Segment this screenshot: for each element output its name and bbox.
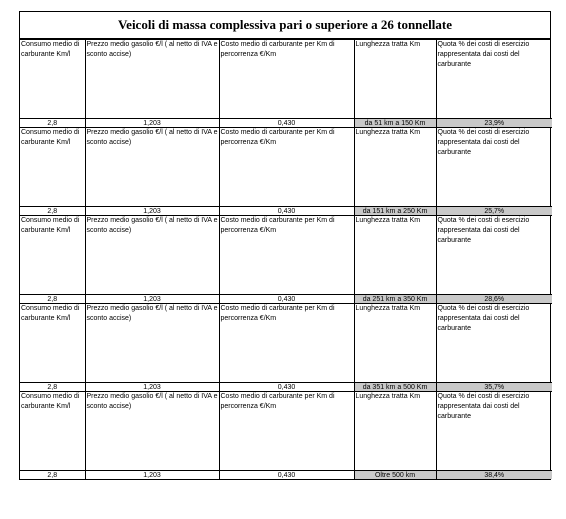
consumo-value: 2,8 xyxy=(20,383,85,392)
consumo-value: 2,8 xyxy=(20,119,85,128)
fuel-cost-sheet xyxy=(19,11,551,480)
header-row xyxy=(20,392,552,471)
costo-value: 0,430 xyxy=(219,383,354,392)
consumo-value: 2,8 xyxy=(20,295,85,304)
table-row xyxy=(20,295,552,304)
tratta-value: da 151 km a 250 Km xyxy=(354,207,436,216)
consumo-header: Consumo medio di carburante Km/l xyxy=(20,40,85,119)
quota-value: 25,7% xyxy=(436,207,552,216)
table-row xyxy=(20,207,552,216)
costo-header: Costo medio di carburante per Km di percorrenza €/Km xyxy=(219,128,354,207)
tratta-value: da 351 km a 500 Km xyxy=(354,383,436,392)
table-row xyxy=(20,119,552,128)
quota-value: 28,6% xyxy=(436,295,552,304)
table-row xyxy=(20,471,552,480)
costo-header: Costo medio di carburante per Km di percorrenza €/Km xyxy=(219,216,354,295)
prezzo-header: Prezzo medio gasolio €/l ( al netto di IVA e sconto accise) xyxy=(85,216,219,295)
costo-header: Costo medio di carburante per Km di percorrenza €/Km xyxy=(219,392,354,471)
lunghezza-header: Lunghezza tratta Km xyxy=(354,216,436,295)
sheet-title: Veicoli di massa complessiva pari o superiore a 26 tonnellate xyxy=(20,12,550,40)
costo-value: 0,430 xyxy=(219,471,354,480)
consumo-header: Consumo medio di carburante Km/l xyxy=(20,304,85,383)
prezzo-header: Prezzo medio gasolio €/l ( al netto di IVA e sconto accise) xyxy=(85,128,219,207)
prezzo-header: Prezzo medio gasolio €/l ( al netto di IVA e sconto accise) xyxy=(85,392,219,471)
header-row xyxy=(20,128,552,207)
lunghezza-header: Lunghezza tratta Km xyxy=(354,128,436,207)
prezzo-value: 1,203 xyxy=(85,207,219,216)
quota-header: Quota % dei costi di esercizio rappresentata dai costi del carburante xyxy=(436,392,552,471)
costo-value: 0,430 xyxy=(219,295,354,304)
fuel-cost-table xyxy=(20,40,552,479)
quota-value: 38,4% xyxy=(436,471,552,480)
lunghezza-header: Lunghezza tratta Km xyxy=(354,392,436,471)
costo-value: 0,430 xyxy=(219,119,354,128)
consumo-header: Consumo medio di carburante Km/l xyxy=(20,392,85,471)
quota-value: 23,9% xyxy=(436,119,552,128)
prezzo-value: 1,203 xyxy=(85,119,219,128)
lunghezza-header: Lunghezza tratta Km xyxy=(354,40,436,119)
tratta-value: Oltre 500 km xyxy=(354,471,436,480)
prezzo-value: 1,203 xyxy=(85,295,219,304)
consumo-header: Consumo medio di carburante Km/l xyxy=(20,216,85,295)
lunghezza-header: Lunghezza tratta Km xyxy=(354,304,436,383)
header-row xyxy=(20,40,552,119)
consumo-value: 2,8 xyxy=(20,207,85,216)
prezzo-header: Prezzo medio gasolio €/l ( al netto di IVA e sconto accise) xyxy=(85,304,219,383)
prezzo-value: 1,203 xyxy=(85,383,219,392)
table-row xyxy=(20,383,552,392)
table-body xyxy=(20,40,552,479)
quota-header: Quota % dei costi di esercizio rappresentata dai costi del carburante xyxy=(436,304,552,383)
header-row xyxy=(20,304,552,383)
quota-value: 35,7% xyxy=(436,383,552,392)
tratta-value: da 251 km a 350 Km xyxy=(354,295,436,304)
header-row xyxy=(20,216,552,295)
quota-header: Quota % dei costi di esercizio rappresentata dai costi del carburante xyxy=(436,128,552,207)
costo-header: Costo medio di carburante per Km di percorrenza €/Km xyxy=(219,304,354,383)
prezzo-header: Prezzo medio gasolio €/l ( al netto di IVA e sconto accise) xyxy=(85,40,219,119)
consumo-value: 2,8 xyxy=(20,471,85,480)
quota-header: Quota % dei costi di esercizio rappresentata dai costi del carburante xyxy=(436,40,552,119)
prezzo-value: 1,203 xyxy=(85,471,219,480)
quota-header: Quota % dei costi di esercizio rappresentata dai costi del carburante xyxy=(436,216,552,295)
tratta-value: da 51 km a 150 Km xyxy=(354,119,436,128)
costo-header: Costo medio di carburante per Km di percorrenza €/Km xyxy=(219,40,354,119)
consumo-header: Consumo medio di carburante Km/l xyxy=(20,128,85,207)
costo-value: 0,430 xyxy=(219,207,354,216)
